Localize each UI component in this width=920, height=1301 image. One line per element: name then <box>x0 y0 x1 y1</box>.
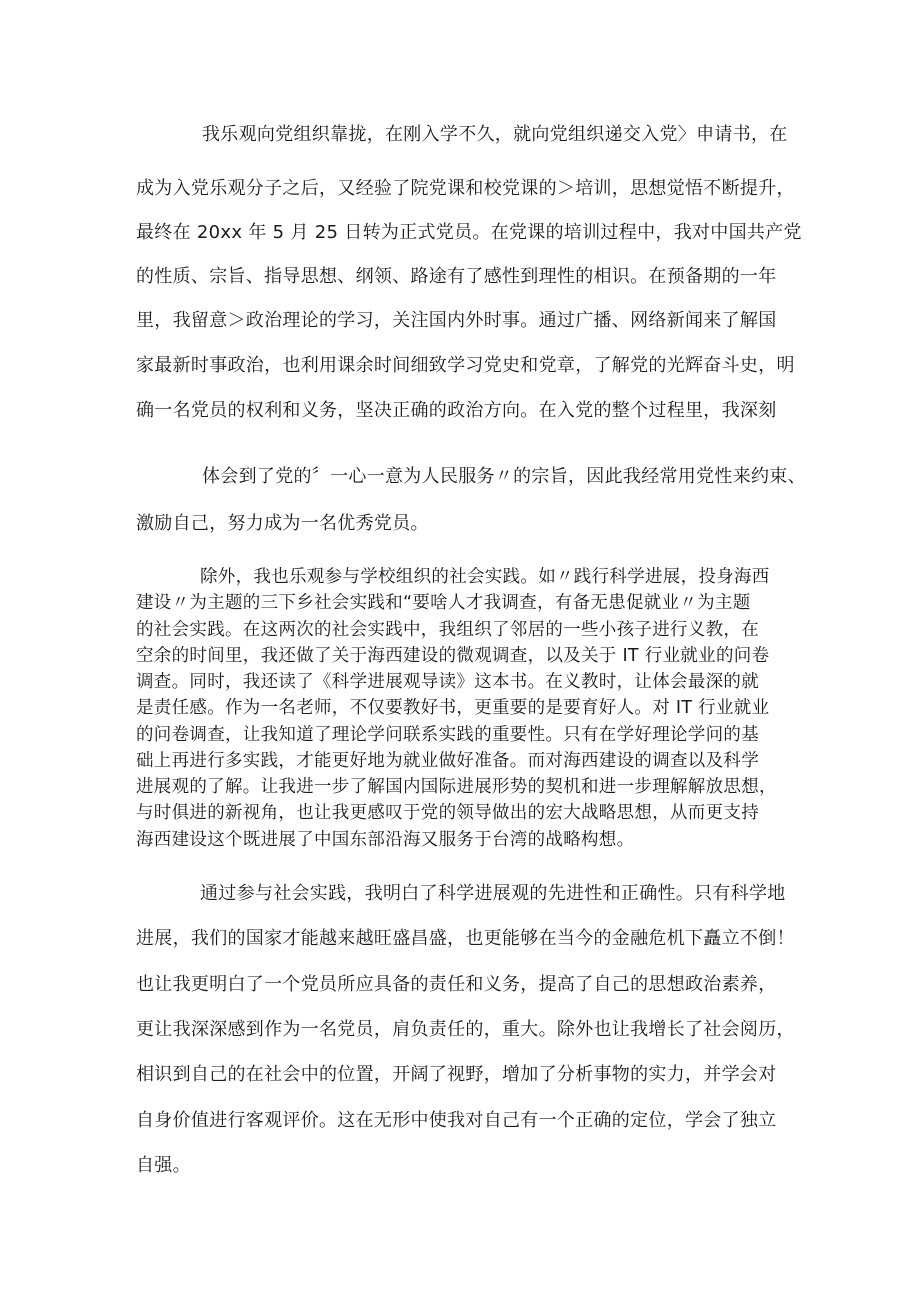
text-line: 海西建设这个既进展了中国东部沿海又服务于台湾的战略构想。 <box>136 830 635 850</box>
text-line: 激励自己，努力成为一名优秀党员。 <box>136 513 429 534</box>
text-line: 进展，我们的国家才能越来越旺盛昌盛，也更能够在当今的金融危机下矗立不倒！ <box>136 928 795 949</box>
text-line: 最终在 20xx 年 5 月 25 日转为正式党员。在党课的培训过程中，我对中国共产党 <box>136 222 802 243</box>
text-line: 相识到自己的在社会中的位置，开阔了视野，增加了分析事物的实力，并学会对 <box>136 1064 777 1085</box>
text-line: 建设〃为主题的三下乡社会实践和“要啥人才我调查，有备无患促就业〃为主题 <box>136 593 751 613</box>
text-line: 的性质、宗旨、指导思想、纲领、路途有了感性到理性的相识。在预备期的一年 <box>136 266 777 287</box>
text-line: 调查。同时，我还读了《科学进展观导读》这本书。在义教时，让体会最深的就 <box>136 672 759 692</box>
text-line: 家最新时事政治，也利用课余时间细致学习党史和党章，了解党的光辉奋斗史，明 <box>136 355 795 376</box>
text-line: 的问卷调查，让我知道了理论学问联系实践的重要性。只有在学好理论学问的基 <box>136 725 759 745</box>
text-line: 更让我深深感到作为一名党员，肩负责任的，重大。除外也让我增长了社会阅历， <box>136 1019 795 1040</box>
text-line: 自强。 <box>136 1155 191 1176</box>
text-line: 也让我更明白了一个党员所应具备的责任和义务，提高了自己的思想政治素养， <box>136 974 777 995</box>
text-line: 自身价值进行客观评价。这在无形中使我对自己有一个正确的定位，学会了独立 <box>136 1110 777 1131</box>
text-line: 进展观的了解。让我进一步了解国内国际进展形势的契机和进一步理解解放思想， <box>136 777 777 797</box>
text-line: 成为入党乐观分子之后，又经验了院党课和校党课的＞培训，思想觉悟不断提升， <box>136 178 795 199</box>
text-line: 的社会实践。在这两次的社会实践中，我组织了邻居的一些小孩子进行义教，在 <box>136 620 759 640</box>
text-line: 里，我留意＞政治理论的学习，关注国内外时事。通过广播、网络新闻来了解国 <box>136 310 777 331</box>
text-line: 我乐观向党组织靠拢，在刚入学不久，就向党组织递交入党〉申请书，在 <box>202 124 788 145</box>
text-line: 通过参与社会实践，我明白了科学进展观的先进性和正确性。只有科学地 <box>200 883 786 904</box>
text-line: 与时俱进的新视角，也让我更感叹于党的领导做出的宏大战略思想，从而更支持 <box>136 803 759 823</box>
text-line: 除外，我也乐观参与学校组织的社会实践。如〃践行科学进展，投身海西 <box>200 567 770 587</box>
text-line: 确一名党员的权利和义务，坚决正确的政治方向。在入党的整个过程里，我深刻 <box>136 400 777 421</box>
text-line: 体会到了党的〞一心一意为人民服务〃的宗旨，因此我经常用党性来约束、 <box>202 466 806 487</box>
text-line: 础上再进行多实践，才能更好地为就业做好准备。而对海西建设的调查以及科学 <box>136 751 759 771</box>
text-line: 空余的时间里，我还做了关于海西建设的微观调查，以及关于 IT 行业就业的问卷 <box>136 646 770 666</box>
text-line: 是责任感。作为一名老师，不仅要教好书，更重要的是要育好人。对 IT 行业就业 <box>136 698 770 718</box>
